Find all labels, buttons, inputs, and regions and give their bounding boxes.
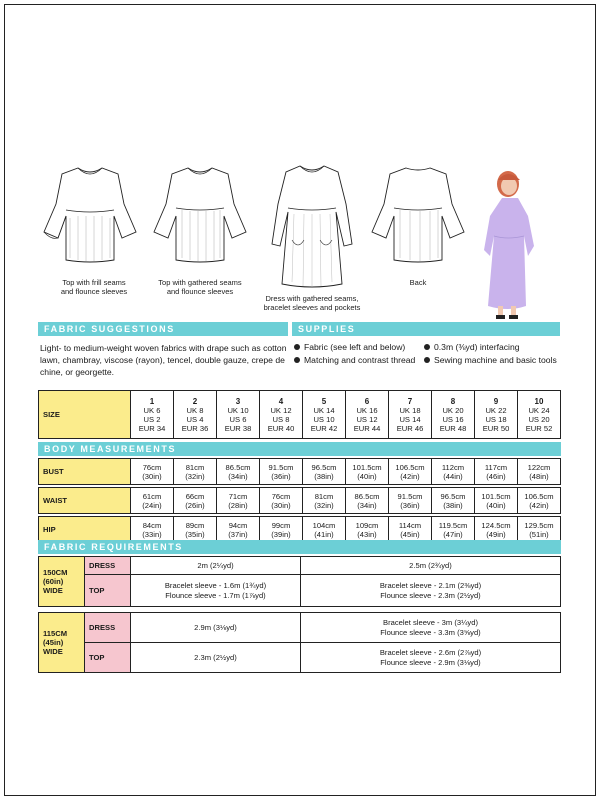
caption-dress: Dress with gathered seams, bracelet sleeves and pockets — [263, 294, 361, 312]
gathered-top-sketch — [150, 160, 250, 268]
size-column-header: 2 UK 8 US 4 EUR 36 — [173, 390, 217, 439]
measurement-value: 104cm (41in) — [302, 516, 346, 543]
caption-back: Back — [409, 278, 427, 287]
measurement-value: 91.5cm (36in) — [388, 487, 432, 514]
measurement-label: WAIST — [38, 487, 131, 514]
measurement-value: 106.5cm (42in) — [388, 458, 432, 485]
measurement-value: 109cm (43in) — [345, 516, 389, 543]
fabric-amount-large: Bracelet sleeve - 3m (3¼yd) Flounce sleeve - 3.3m (3⅝yd) — [300, 612, 561, 643]
measurement-label: BUST — [38, 458, 131, 485]
fabric-suggestions-text: Light- to medium-weight woven fabrics with drape such as cotton lawn, chambray, viscose (rayon), tencel, double gauze, crepe de chine, or georgette. — [40, 343, 287, 377]
measurement-value: 112cm (44in) — [431, 458, 475, 485]
size-column-header: 7 UK 18 US 14 EUR 46 — [388, 390, 432, 439]
measurement-value: 101.5cm (40in) — [474, 487, 518, 514]
caption-frill-top: Top with frill seams and flounce sleeves — [60, 278, 128, 296]
size-label: SIZE — [38, 390, 131, 439]
measurement-label: HIP — [38, 516, 131, 543]
fabric-amount-small: Bracelet sleeve - 1.6m (1¾yd) Flounce sleeve - 1.7m (1⅞yd) — [130, 574, 301, 607]
measurement-value: 91.5cm (36in) — [259, 458, 303, 485]
caption-gathered-top: Top with gathered seams and flounce sleeves — [158, 278, 242, 296]
measurement-value: 106.5cm (42in) — [517, 487, 561, 514]
garment-label: TOP — [84, 574, 131, 607]
measurement-value: 86.5cm (34in) — [216, 458, 260, 485]
measurement-value: 81cm (32in) — [173, 458, 217, 485]
measurement-value: 99cm (39in) — [259, 516, 303, 543]
fabric-suggestions-header: FABRIC SUGGESTIONS — [38, 322, 288, 336]
supplies-header: SUPPLIES — [292, 322, 560, 336]
measurement-value: 129.5cm (51in) — [517, 516, 561, 543]
measurement-value: 124.5cm (49in) — [474, 516, 518, 543]
fabric-width-label: 150CM (60in) WIDE — [38, 556, 85, 607]
measurement-value: 101.5cm (40in) — [345, 458, 389, 485]
size-column-header: 10 UK 24 US 20 EUR 52 — [517, 390, 561, 439]
measurement-value: 76cm (30in) — [259, 487, 303, 514]
fabric-amount-small: 2.3m (2½yd) — [130, 642, 301, 673]
measurement-value: 81cm (32in) — [302, 487, 346, 514]
measurement-value: 84cm (33in) — [130, 516, 174, 543]
fabric-amount-large: 2.5m (2¾yd) — [300, 556, 561, 575]
measurement-value: 119.5cm (47in) — [431, 516, 475, 543]
measurement-value: 96.5cm (38in) — [431, 487, 475, 514]
measurement-value: 86.5cm (34in) — [345, 487, 389, 514]
size-column-header: 9 UK 22 US 18 EUR 50 — [474, 390, 518, 439]
fabric-requirements-header: FABRIC REQUIREMENTS — [38, 540, 561, 554]
model-photo — [478, 166, 562, 320]
size-column-header: 6 UK 16 US 12 EUR 44 — [345, 390, 389, 439]
fabric-amount-small: 2m (2¼yd) — [130, 556, 301, 575]
supply-item: Matching and contrast thread — [294, 354, 419, 366]
supply-item: Sewing machine and basic tools — [424, 354, 560, 366]
fabric-amount-large: Bracelet sleeve - 2.1m (2⅜yd) Flounce sleeve - 2.3m (2½yd) — [300, 574, 561, 607]
garment-label: DRESS — [84, 556, 131, 575]
fabric-amount-large: Bracelet sleeve - 2.6m (2⅞yd) Flounce sleeve - 2.9m (3⅛yd) — [300, 642, 561, 673]
back-view-sketch — [368, 160, 468, 268]
dress-sketch — [262, 160, 362, 292]
size-column-header: 1 UK 6 US 2 EUR 34 — [130, 390, 174, 439]
measurement-value: 94cm (37in) — [216, 516, 260, 543]
measurement-value: 66cm (26in) — [173, 487, 217, 514]
size-column-header: 3 UK 10 US 6 EUR 38 — [216, 390, 260, 439]
fabric-width-label: 115CM (45in) WIDE — [38, 612, 85, 673]
size-column-header: 8 UK 20 US 16 EUR 48 — [431, 390, 475, 439]
measurement-value: 76cm (30in) — [130, 458, 174, 485]
fabric-amount-small: 2.9m (3⅛yd) — [130, 612, 301, 643]
supplies-list-1 — [294, 341, 419, 367]
measurement-value: 61cm (24in) — [130, 487, 174, 514]
measurement-value: 117cm (46in) — [474, 458, 518, 485]
size-column-header: 5 UK 14 US 10 EUR 42 — [302, 390, 346, 439]
supply-item: Fabric (see left and below) — [294, 341, 419, 353]
supplies-list-2 — [424, 341, 560, 367]
garment-label: TOP — [84, 642, 131, 673]
measurement-value: 96.5cm (38in) — [302, 458, 346, 485]
measurement-value: 89cm (35in) — [173, 516, 217, 543]
measurement-value: 71cm (28in) — [216, 487, 260, 514]
frill-top-sketch — [40, 160, 140, 268]
garment-label: DRESS — [84, 612, 131, 643]
body-measurements-header: BODY MEASUREMENTS — [38, 442, 561, 456]
supply-item: 0.3m (⅜yd) interfacing — [424, 341, 560, 353]
size-column-header: 4 UK 12 US 8 EUR 40 — [259, 390, 303, 439]
measurement-value: 114cm (45in) — [388, 516, 432, 543]
measurement-value: 122cm (48in) — [517, 458, 561, 485]
